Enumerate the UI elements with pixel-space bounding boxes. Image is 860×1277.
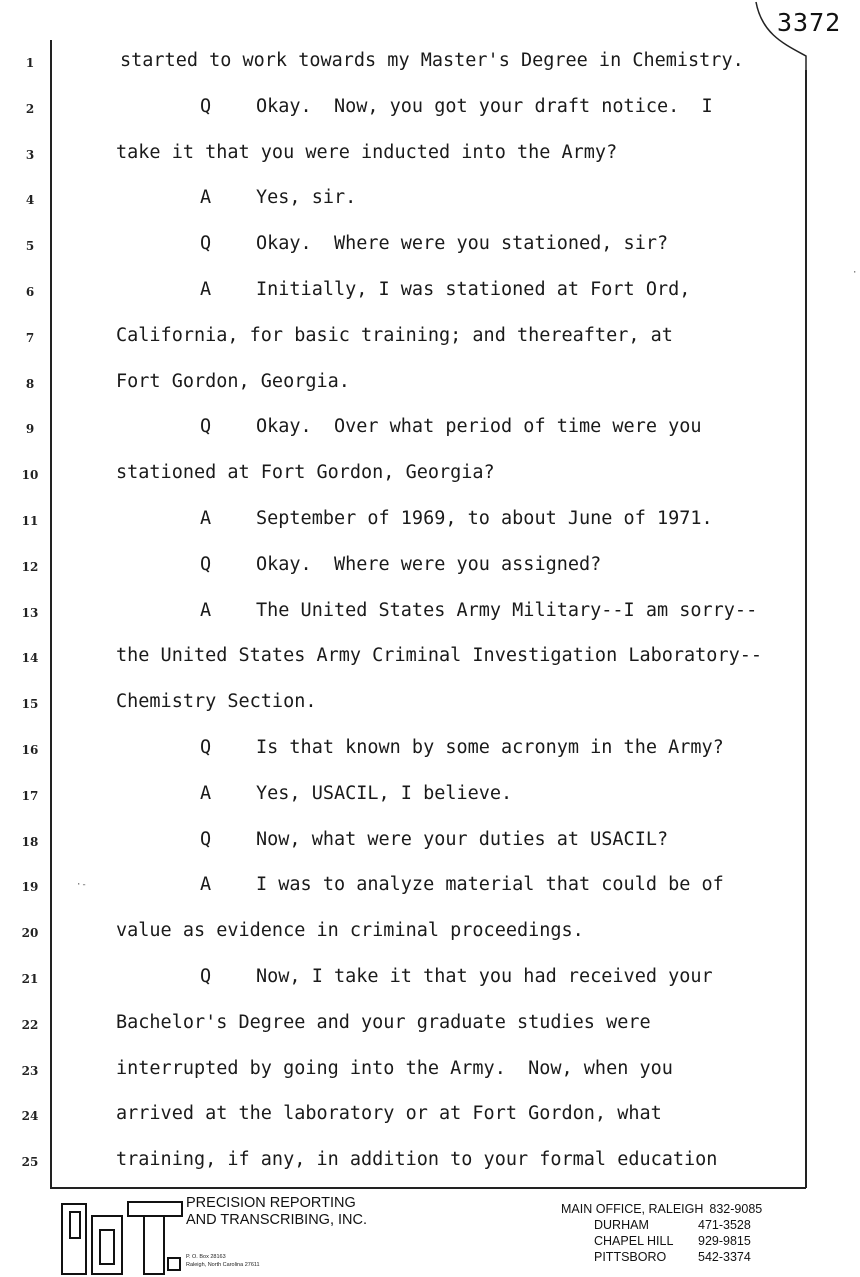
transcript-line <box>200 874 724 896</box>
transcript-line <box>116 1058 673 1080</box>
line-number: 3 <box>25 147 35 162</box>
speaker-label: A <box>200 279 212 300</box>
office-name: CHAPEL HILL <box>594 1234 674 1248</box>
speaker-label: Q <box>200 737 212 758</box>
line-number: 8 <box>25 376 35 391</box>
transcript-line <box>120 50 744 72</box>
line-number: 20 <box>21 926 39 941</box>
line-number: 21 <box>21 972 39 986</box>
transcript-line <box>116 325 673 347</box>
speaker-label: A <box>200 599 212 621</box>
speaker-label: Q <box>200 95 212 117</box>
left-margin-rule <box>50 40 52 1188</box>
line-text: Fort Gordon, Georgia. <box>116 370 350 392</box>
line-text: interrupted by going into the Army. Now, when you <box>116 1057 673 1079</box>
transcript-line <box>116 645 762 667</box>
line-text: Initially, I was stationed at Fort Ord, <box>256 279 691 300</box>
speaker-label: Q <box>200 233 212 255</box>
line-number: 18 <box>21 834 39 849</box>
line-text: the United States Army Criminal Investigation Laboratory-- <box>116 645 763 667</box>
speaker-label: Q <box>200 553 212 575</box>
line-text: Okay. Now, you got your draft notice. I <box>256 95 713 117</box>
office-row <box>561 1217 762 1233</box>
company-address <box>186 1253 260 1269</box>
line-text: Yes, sir. <box>256 187 357 209</box>
line-text: Now, I take it that you had received your <box>256 966 713 987</box>
transcript-line <box>200 554 601 576</box>
transcript-line <box>200 508 713 530</box>
scan-speck: ·- <box>76 880 87 890</box>
transcript-line <box>116 920 584 942</box>
transcript-line <box>200 187 356 209</box>
line-text: Okay. Where were you stationed, sir? <box>256 233 669 255</box>
company-logo <box>60 1196 186 1276</box>
line-number: 4 <box>25 193 35 208</box>
line-number: 11 <box>21 514 39 528</box>
line-text: Yes, USACIL, I believe. <box>256 782 513 804</box>
speaker-label: Q <box>200 966 212 987</box>
office-phone: 471-3528 <box>698 1218 751 1232</box>
line-number: 1 <box>25 56 35 70</box>
transcript-line <box>116 691 316 713</box>
office-phone: 929-9815 <box>698 1234 751 1248</box>
speaker-label: Q <box>200 416 212 438</box>
office-phone: 832-9085 <box>709 1202 763 1216</box>
bottom-rule <box>50 1187 806 1189</box>
speaker-label: A <box>200 508 212 529</box>
line-text: California, for basic training; and thereafter, at <box>116 324 673 346</box>
line-number: 16 <box>21 743 39 757</box>
company-name <box>186 1195 367 1229</box>
line-text: I was to analyze material that could be of <box>256 874 724 896</box>
page-corner-curve <box>754 0 860 72</box>
line-number: 7 <box>25 330 35 345</box>
line-number: 6 <box>25 285 35 299</box>
line-text: training, if any, in addition to your formal education <box>116 1149 718 1171</box>
address-line2: Raleigh, North Carolina 27611 <box>186 1262 260 1268</box>
line-text: Bachelor's Degree and your graduate studies were <box>116 1011 651 1033</box>
line-number: 17 <box>21 788 39 803</box>
transcript-line <box>200 233 668 255</box>
transcript-line <box>116 371 350 393</box>
transcript-line <box>200 966 713 988</box>
transcript-line <box>200 416 702 438</box>
line-text: Now, what were your duties at USACIL? <box>256 828 669 850</box>
transcript-line <box>200 96 713 118</box>
line-number: 19 <box>21 880 39 895</box>
office-phone: 542-3374 <box>698 1250 751 1264</box>
transcript-line <box>116 1103 662 1125</box>
office-row <box>561 1249 762 1265</box>
line-number: 22 <box>21 1017 39 1032</box>
company-name-line2: AND TRANSCRIBING, INC. <box>186 1212 368 1228</box>
scan-speck: · <box>852 268 858 278</box>
transcript-line <box>200 783 512 805</box>
line-text: Is that known by some acronym in the Army? <box>256 737 724 758</box>
office-name: PITTSBORO <box>594 1250 667 1264</box>
speaker-label: A <box>200 782 212 804</box>
line-text: Chemistry Section. <box>116 691 317 713</box>
transcript-line <box>200 737 724 759</box>
line-text: value as evidence in criminal proceedings. <box>116 920 584 942</box>
line-number: 9 <box>25 422 35 437</box>
line-text: take it that you were inducted into the Army? <box>116 141 618 163</box>
line-text: Okay. Where were you assigned? <box>256 553 602 575</box>
line-number: 23 <box>21 1063 39 1078</box>
right-margin-rule <box>805 70 807 1188</box>
speaker-label: Q <box>200 828 212 850</box>
line-number: 5 <box>25 239 35 254</box>
line-text: stationed at Fort Gordon, Georgia? <box>116 462 495 484</box>
line-number: 25 <box>21 1155 39 1170</box>
line-number: 12 <box>21 559 39 574</box>
line-text: September of 1969, to about June of 1971. <box>256 508 713 529</box>
line-text: Okay. Over what period of time were you <box>256 416 702 438</box>
line-number: 2 <box>25 101 35 116</box>
office-list <box>561 1201 762 1265</box>
line-number: 24 <box>21 1109 39 1124</box>
office-name: DURHAM <box>594 1218 649 1232</box>
transcript-line <box>200 829 668 851</box>
page-number: 3372 <box>777 8 842 37</box>
line-text: arrived at the laboratory or at Fort Gordon, what <box>116 1103 662 1125</box>
line-number: 10 <box>21 468 39 483</box>
line-number: 13 <box>21 605 39 620</box>
transcript-line <box>116 1012 651 1034</box>
transcript-line <box>200 279 690 301</box>
company-name-line1: PRECISION REPORTING <box>186 1195 356 1211</box>
line-number: 15 <box>21 697 39 712</box>
line-number: 14 <box>21 651 39 666</box>
office-row <box>561 1233 762 1249</box>
address-line1: P. O. Box 28163 <box>186 1254 226 1260</box>
speaker-label: A <box>200 874 212 896</box>
transcript-line <box>116 462 495 484</box>
transcript-line <box>116 142 617 164</box>
transcript-line <box>116 1149 717 1171</box>
office-row <box>561 1201 762 1217</box>
line-text: started to work towards my Master's Degree in Chemistry. <box>120 50 744 71</box>
speaker-label: A <box>200 187 212 209</box>
line-text: The United States Army Military--I am sorry-- <box>256 599 758 621</box>
transcript-line <box>200 600 757 622</box>
office-name: MAIN OFFICE, RALEIGH <box>561 1202 704 1216</box>
